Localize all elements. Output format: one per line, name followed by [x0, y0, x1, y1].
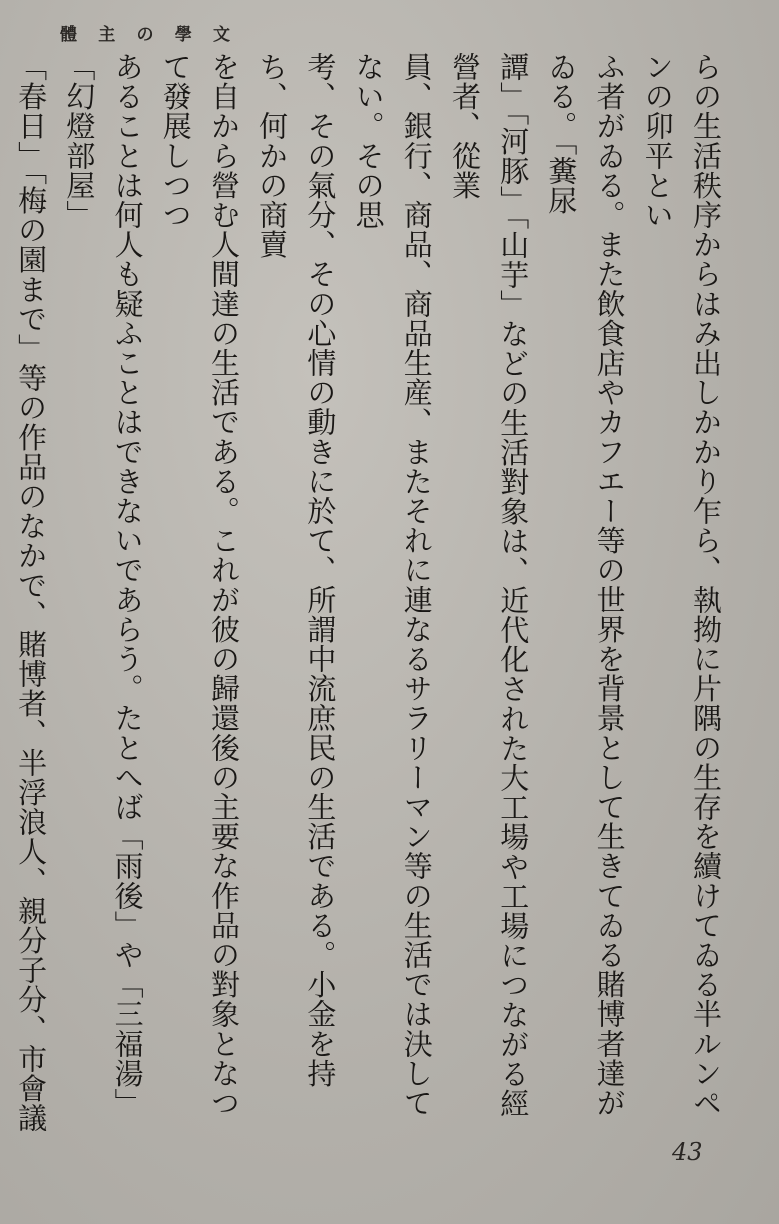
- text-column: らの生活秩序からはみ出しかかり乍ら、執拗に片隅の生存を續けてゐる半ルンペンの卯平とい: [640, 52, 723, 1118]
- page-number: 43: [672, 1138, 703, 1166]
- text-column: ふ者がゐる。また飲食店やカフエー等の世界を背景として生きてゐる賭博者達がゐる。「糞尿: [544, 52, 627, 1118]
- text-column: あることは何人も疑ふことはできないであらう。たとへば「雨後」や「三福湯」「幻燈部屋」: [62, 52, 145, 1118]
- running-head-char: 體: [60, 25, 77, 45]
- text-column: を自から營む人間達の生活である。これが彼の歸還後の主要な作品の對象となつて發展しつつ: [158, 52, 241, 1118]
- body-text: [14, 52, 730, 1142]
- text-column: 「春日」「梅の園まで」等の作品のなかで、賭博者、半浮浪人、親分子分、市會議: [14, 52, 49, 1133]
- running-head-char: 文: [213, 25, 230, 45]
- text-column: 譚」「河豚」「山芋」などの生活對象は、近代化された大工場や工場につながる經營者、從業: [447, 52, 531, 1119]
- running-head: [60, 20, 230, 45]
- text-column: 員、銀行、商品、商品生産、またそれに連なるサラリーマン等の生活では決してない。その思: [351, 52, 434, 1118]
- text-column: 考、その氣分、その心情の動きに於て、所謂中流庶民の生活である。小金を持ち、何かの商賣: [255, 52, 338, 1088]
- running-head-char: 學: [174, 25, 192, 45]
- running-head-char: の: [136, 25, 154, 45]
- running-head-char: 主: [98, 25, 116, 45]
